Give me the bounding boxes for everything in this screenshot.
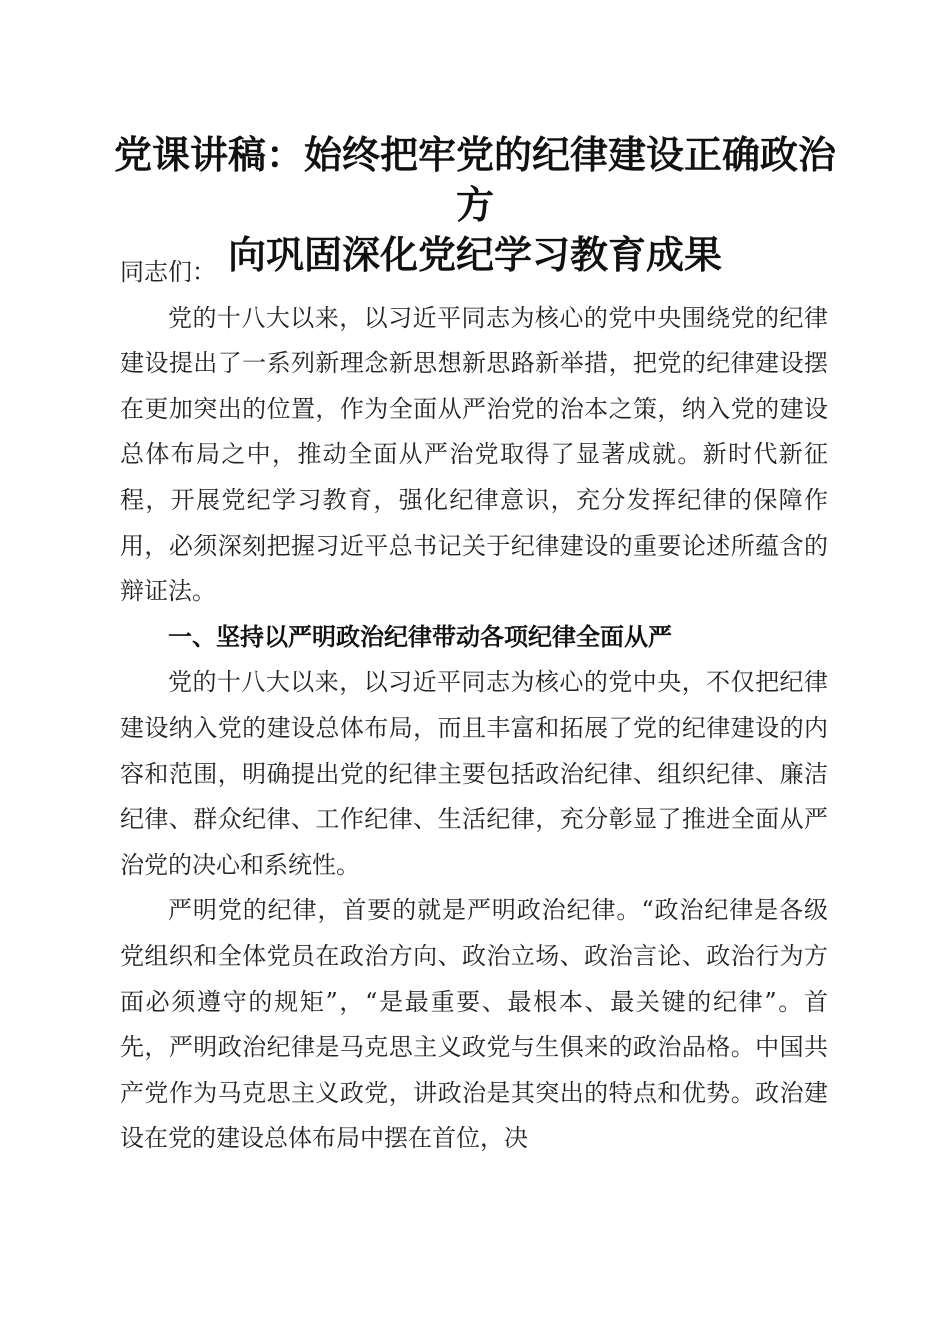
document-title-line-1: 党课讲稿：始终把牢党的纪律建设正确政治方: [113, 132, 836, 227]
document-title-line-2: 向巩固深化党纪学习教育成果: [227, 232, 722, 277]
salutation: 同志们：: [120, 258, 216, 286]
intro-paragraph: 党的十八大以来，以习近平同志为核心的党中央围绕党的纪律建设提出了一系列新理念新思想新思路新举措，把党的纪律建设摆在更加突出的位置，作为全面从严治党的治本之策，纳入党的建设总体布局之中，推动全面从严治党取得了显著成就。新时代新征程，开展党纪学习教育，强化纪律意识，充分发挥纪律的保障作用，必须深刻把握习近平总书记关于纪律建设的重要论述所蕴含的辩证法。: [120, 303, 828, 606]
document-body: [120, 250, 828, 1162]
section-1-paragraph-1: 党的十八大以来，以习近平同志为核心的党中央，不仅把纪律建设纳入党的建设总体布局，而且丰富和拓展了党的纪律建设的内容和范围，明确提出党的纪律主要包括政治纪律、组织纪律、廉洁纪律、群众纪律、工作纪律、生活纪律，充分彰显了推进全面从严治党的决心和系统性。: [120, 668, 828, 879]
section-heading-1: 一、坚持以严明政治纪律带动各项纪律全面从严: [168, 622, 672, 651]
section-1-paragraph-2: 严明党的纪律，首要的就是严明政治纪律。“政治纪律是各级党组织和全体党员在政治方向、政治立场、政治言论、政治行为方面必须遵守的规矩”，“是最重要、最根本、最关键的纪律”。首先，严明政治纪律是马克思主义政党与生俱来的政治品格。中国共产党作为马克思主义政党，讲政治是其突出的特点和优势。政治建设在党的建设总体布局中摆在首位，决: [120, 896, 828, 1153]
